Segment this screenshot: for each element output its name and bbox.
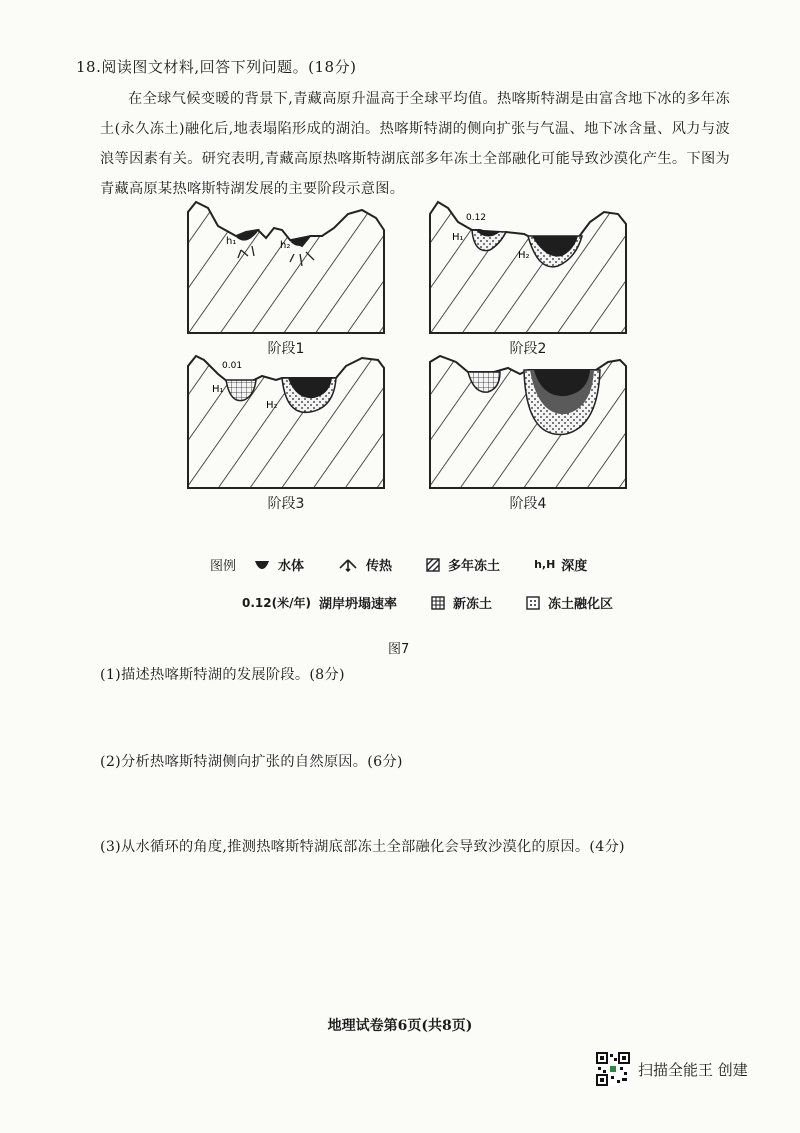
heat-transfer-icon — [338, 558, 358, 572]
stage-2-diagram — [428, 200, 628, 357]
stage-3-rate: 0.01 — [222, 361, 243, 371]
stage-3-diagram — [186, 352, 386, 512]
sub-question-1: (1)描述热喀斯特湖的发展阶段。(8分) — [100, 667, 345, 683]
stage-4-diagram — [428, 352, 628, 512]
figure-caption: 图7 — [388, 642, 410, 657]
qr-code-icon — [596, 1052, 630, 1086]
thaw-zone-icon — [526, 596, 540, 610]
stage-4-label: 阶段4 — [509, 496, 547, 512]
stage-3-H1: H₁ — [212, 384, 224, 395]
question-title: 18.阅读图文材料,回答下列问题。(18分) — [76, 58, 357, 76]
stage-1-h2: h₂ — [280, 240, 291, 251]
stage-3-label: 阶段3 — [267, 496, 305, 512]
legend-title: 图例 — [210, 559, 237, 574]
sub-question-3: (3)从水循环的角度,推测热喀斯特湖底部冻土全部融化会导致沙漠化的原因。(4分) — [100, 839, 625, 855]
sub-question-2: (2)分析热喀斯特湖侧向扩张的自然原因。(6分) — [100, 754, 403, 770]
permafrost-icon — [426, 558, 440, 572]
stage-1-label: 阶段1 — [267, 341, 305, 357]
watermark-text: 扫描全能王 创建 — [638, 1060, 748, 1079]
legend-heat: 传热 — [338, 555, 392, 574]
rate-label: 0.12(米/年) — [242, 596, 311, 610]
water-body-icon — [254, 560, 270, 570]
material-paragraph: 在全球气候变暖的背景下,青藏高原升温高于全球平均值。热喀斯特湖是由富含地下冰的多年冻土(永久冻土)融化后,地表塌陷形成的湖泊。热喀斯特湖的侧向扩张与气温、地下冰含量、风力与波浪等因素有关。研究表明,青藏高原热喀斯特湖底部多年冻土全部融化可能导致沙漠化产生。下图为青藏高原某热喀斯特湖发展的主要阶段示意图。 — [100, 91, 730, 197]
stage-3-H2: H₂ — [266, 400, 278, 411]
stage-2-rate: 0.12 — [466, 213, 487, 223]
page-footer: 地理试卷第6页(共8页) — [327, 1018, 473, 1034]
stage-2-H2: H₂ — [518, 250, 530, 261]
legend-depth: h,H 深度 — [534, 558, 588, 574]
stage-1-diagram — [186, 200, 386, 357]
scanner-watermark — [596, 1052, 748, 1086]
legend-new-frozen: 新冻土 — [431, 593, 492, 612]
new-frozen-soil-icon — [431, 596, 445, 610]
stage-2-H1: H₁ — [452, 232, 464, 243]
legend-thaw-zone: 冻土融化区 — [526, 593, 613, 612]
legend-water: 水体 — [254, 555, 304, 574]
legend-rate: 0.12(米/年) 湖岸坍塌速率 — [242, 596, 397, 612]
depth-label: h,H — [534, 558, 556, 571]
legend-permafrost: 多年冻土 — [426, 555, 500, 574]
stage-2-label: 阶段2 — [509, 341, 547, 357]
stage-1-h1: h₁ — [226, 236, 237, 247]
